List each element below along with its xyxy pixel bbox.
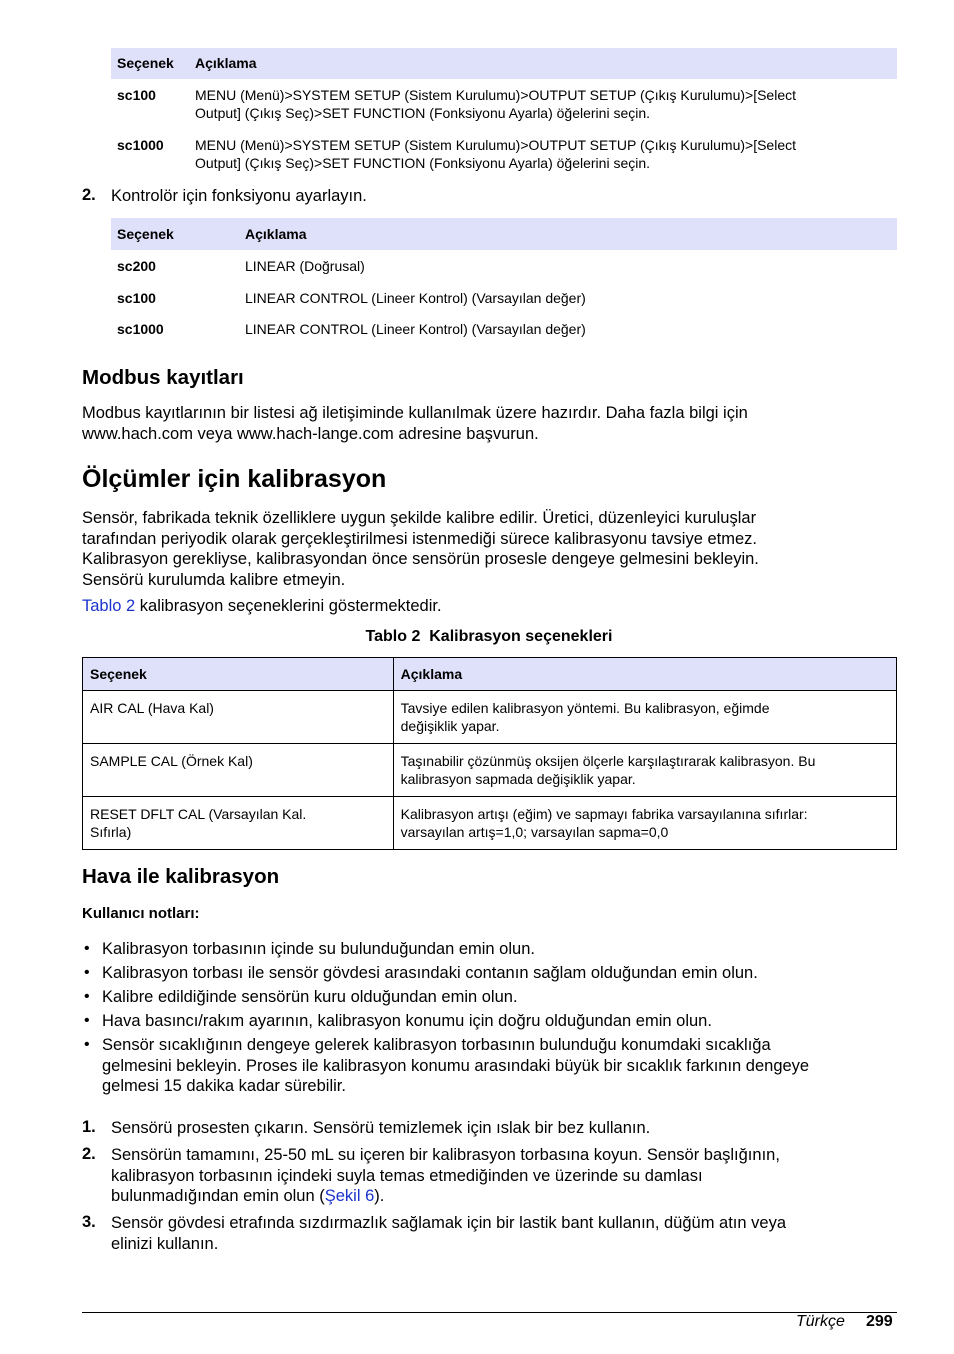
list-item: Hava basıncı/rakım ayarının, kalibrasyon konumu için doğru olduğundan emin olun. <box>102 1012 712 1030</box>
calibration-paragraph: Sensör, fabrikada teknik özelliklere uygun şekilde kalibre edilir. Üretici, düzenleyici kuruluşlar tarafından periyodik olarak gerçekleştirilmesi istenmediği sürece kalibrasyonu tavsiye etmez. Kalibrasyon gerekliyse, kalibrasyondan önce sensörün prosesle dengeye gelmesini bekleyin. Sensörü kurulumda kalibre etmeyin. <box>82 509 759 589</box>
bullet-icon: • <box>84 1036 90 1053</box>
step-text: Sensörü prosesten çıkarın. Sensörü temizlemek için ıslak bir bez kullanın. <box>111 1119 651 1137</box>
section-heading-calibration: Ölçümler için kalibrasyon <box>82 465 387 493</box>
bullet-icon: • <box>84 988 90 1005</box>
table-header-option: Seçenek <box>117 55 174 71</box>
table-cell-option: AIR CAL (Hava Kal) <box>83 691 394 744</box>
step-text: Sensör gövdesi etrafında sızdırmazlık sağlamak için bir lastik bant kullanın, düğüm atın veya elinizi kullanın. <box>111 1214 787 1253</box>
calibration-options-table <box>82 657 897 850</box>
figure-6-link[interactable]: Şekil 6 <box>324 1187 375 1205</box>
bullet-icon: • <box>84 940 90 957</box>
table-cell-description: LINEAR (Doğrusal) <box>245 258 365 274</box>
section-heading-air-calibration: Hava ile kalibrasyon <box>82 865 280 888</box>
footer-divider <box>82 1312 897 1313</box>
table-header-description: Açıklama <box>393 658 896 691</box>
table-cell-option: sc100 <box>117 87 156 103</box>
table-caption: Tablo 2 Kalibrasyon seçenekleri <box>365 628 613 645</box>
table-cell-description: MENU (Menü)>SYSTEM SETUP (Sistem Kurulumu)>OUTPUT SETUP (Çıkış Kurulumu)>[Select Output] (Çıkış Seç)>SET FUNCTION (Fonksiyonu Ayarla) öğelerini seçin. <box>195 137 796 171</box>
footer-language: Türkçe <box>796 1313 845 1330</box>
step-text: Sensörün tamamını, 25-50 mL su içeren bir kalibrasyon torbasına koyun. Sensör başlığının, kalibrasyon torbasının içindeki suyla temas etmediğinden ve üzerinde su damlası bulunmadığından emin olun (Şekil 6). <box>111 1146 780 1205</box>
bullet-icon: • <box>84 1012 90 1029</box>
step-number: 2. <box>82 186 96 204</box>
step-number: 2. <box>82 1145 96 1163</box>
section-heading-modbus: Modbus kayıtları <box>82 366 244 389</box>
table-cell-option: sc100 <box>117 290 156 306</box>
table-cell-description: LINEAR CONTROL (Lineer Kontrol) (Varsayılan değer) <box>245 290 586 306</box>
table-cell-option: sc1000 <box>117 321 164 337</box>
list-item: Kalibrasyon torbasının içinde su bulunduğundan emin olun. <box>102 940 535 958</box>
list-item: Kalibrasyon torbası ile sensör gövdesi arasındaki contanın sağlam olduğundan emin olun. <box>102 964 758 982</box>
table-header-description: Açıklama <box>195 55 257 71</box>
page-number: 299 <box>866 1313 893 1330</box>
table-row <box>83 744 897 797</box>
table-reference-paragraph: Tablo 2 kalibrasyon seçeneklerini göstermektedir. <box>82 597 442 615</box>
table-cell-option: SAMPLE CAL (Örnek Kal) <box>83 744 394 797</box>
step-number: 3. <box>82 1213 96 1231</box>
table-cell-description: MENU (Menü)>SYSTEM SETUP (Sistem Kurulumu)>OUTPUT SETUP (Çıkış Kurulumu)>[Select Output] (Çıkış Seç)>SET FUNCTION (Fonksiyonu Ayarla) öğelerini seçin. <box>195 87 796 121</box>
table-row <box>83 691 897 744</box>
table-cell-description: Taşınabilir çözünmüş oksijen ölçerle karşılaştırarak kalibrasyon. Bu kalibrasyon sapmada değişiklik yapar. <box>393 744 896 797</box>
table-cell-description: LINEAR CONTROL (Lineer Kontrol) (Varsayılan değer) <box>245 321 586 337</box>
table-row <box>83 797 897 850</box>
list-item: Sensör sıcaklığının dengeye gelerek kalibrasyon torbasının bulunduğu konumdaki sıcaklığa gelmesini bekleyin. Proses ile kalibrasyon konumu arasındaki büyük bir sıcaklık farkının dengeye gelmesi 15 dakika kadar sürebilir. <box>102 1036 810 1095</box>
table-cell-option: sc200 <box>117 258 156 274</box>
modbus-paragraph: Modbus kayıtlarının bir listesi ağ iletişiminde kullanılmak üzere hazırdır. Daha fazla bilgi için www.hach.com veya www.hach-lange.com adresine başvurun. <box>82 404 748 443</box>
table-header-description: Açıklama <box>245 226 307 242</box>
table-header-row <box>83 658 897 691</box>
step-text: Kontrolör için fonksiyonu ayarlayın. <box>111 187 367 205</box>
bullet-icon: • <box>84 964 90 981</box>
table-header <box>111 218 897 250</box>
table-header-option: Seçenek <box>83 658 394 691</box>
list-item: Kalibre edildiğinde sensörün kuru olduğundan emin olun. <box>102 988 518 1006</box>
table-cell-description: Tavsiye edilen kalibrasyon yöntemi. Bu kalibrasyon, eğimde değişiklik yapar. <box>393 691 896 744</box>
table-cell-option: RESET DFLT CAL (Varsayılan Kal. Sıfırla) <box>83 797 394 850</box>
step-number: 1. <box>82 1118 96 1136</box>
table-header-option: Seçenek <box>117 226 174 242</box>
table-cell-description: Kalibrasyon artışı (eğim) ve sapmayı fabrika varsayılanına sıfırlar: varsayılan artış=1,0; varsayılan sapma=0,0 <box>393 797 896 850</box>
table-2-link[interactable]: Tablo 2 <box>82 597 136 615</box>
table-cell-option: sc1000 <box>117 137 164 153</box>
user-notes-title: Kullanıcı notları: <box>82 905 200 922</box>
